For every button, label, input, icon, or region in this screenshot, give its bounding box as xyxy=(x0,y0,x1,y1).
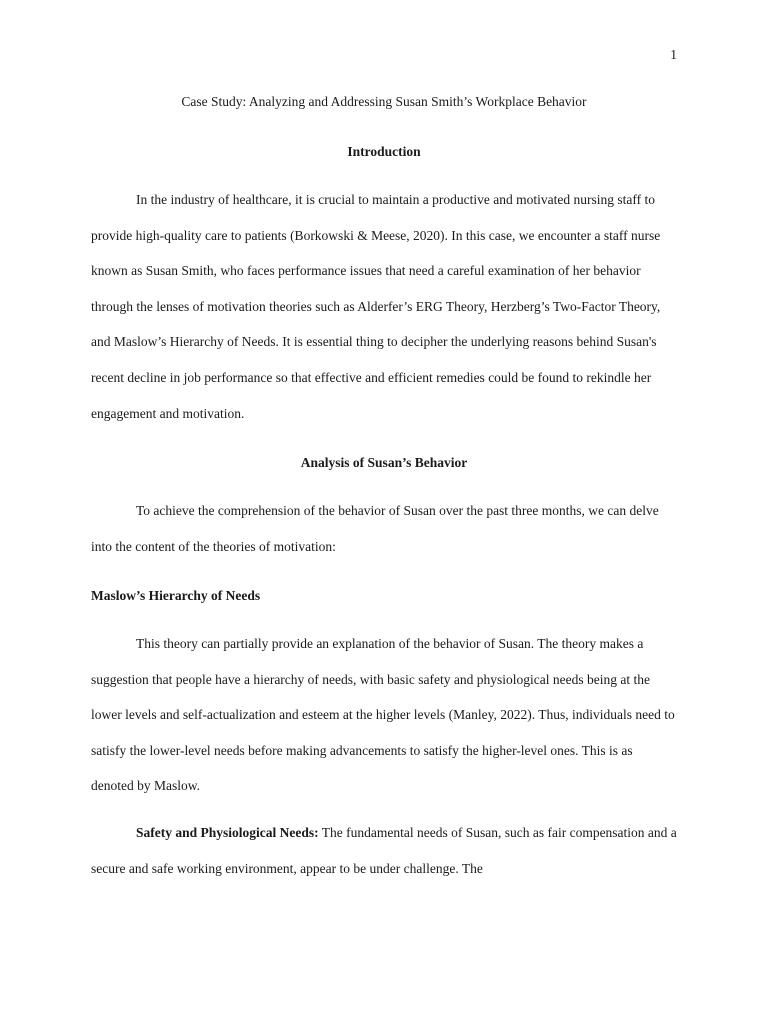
document-title: Case Study: Analyzing and Addressing Susan Smith’s Workplace Behavior xyxy=(181,94,587,109)
safety-label: Safety and Physiological Needs: xyxy=(136,825,319,840)
page-number: 1 xyxy=(670,47,677,62)
analysis-paragraph: To achieve the comprehension of the behavior of Susan over the past three months, we can delve into the content of the theories of motivation: xyxy=(91,503,659,554)
introduction-heading: Introduction xyxy=(347,144,421,159)
safety-text: The fundamental needs of Susan, such as fair compensation and a secure and safe working environment, appear to be under challenge. The xyxy=(91,825,677,876)
analysis-heading: Analysis of Susan’s Behavior xyxy=(300,455,468,470)
introduction-paragraph: In the industry of healthcare, it is crucial to maintain a productive and motivated nursing staff to provide high-quality care to patients (Borkowski & Meese, 2020). In this case, we encounter a staff nurse known as Susan Smith, who faces performance issues that need a careful examination of her behavior through the lenses of motivation theories such as Alderfer’s ERG Theory, Herzberg’s Two-Factor Theory, and Maslow’s Hierarchy of Needs. It is essential thing to decipher the underlying reasons behind Susan's recent decline in job performance so that effective and efficient remedies could be found to rekindle her engagement and motivation. xyxy=(91,192,661,421)
safety-paragraph xyxy=(91,815,677,886)
maslow-paragraph: This theory can partially provide an explanation of the behavior of Susan. The theory makes a suggestion that people have a hierarchy of needs, with basic safety and physiological needs being at the lower levels and self-actualization and esteem at the higher levels (Manley, 2022). Thus, individuals need to satisfy the lower-level needs before making advancements to satisfy the higher-level ones. This is as denoted by Maslow. xyxy=(91,636,675,794)
maslow-heading: Maslow’s Hierarchy of Needs xyxy=(91,588,261,603)
